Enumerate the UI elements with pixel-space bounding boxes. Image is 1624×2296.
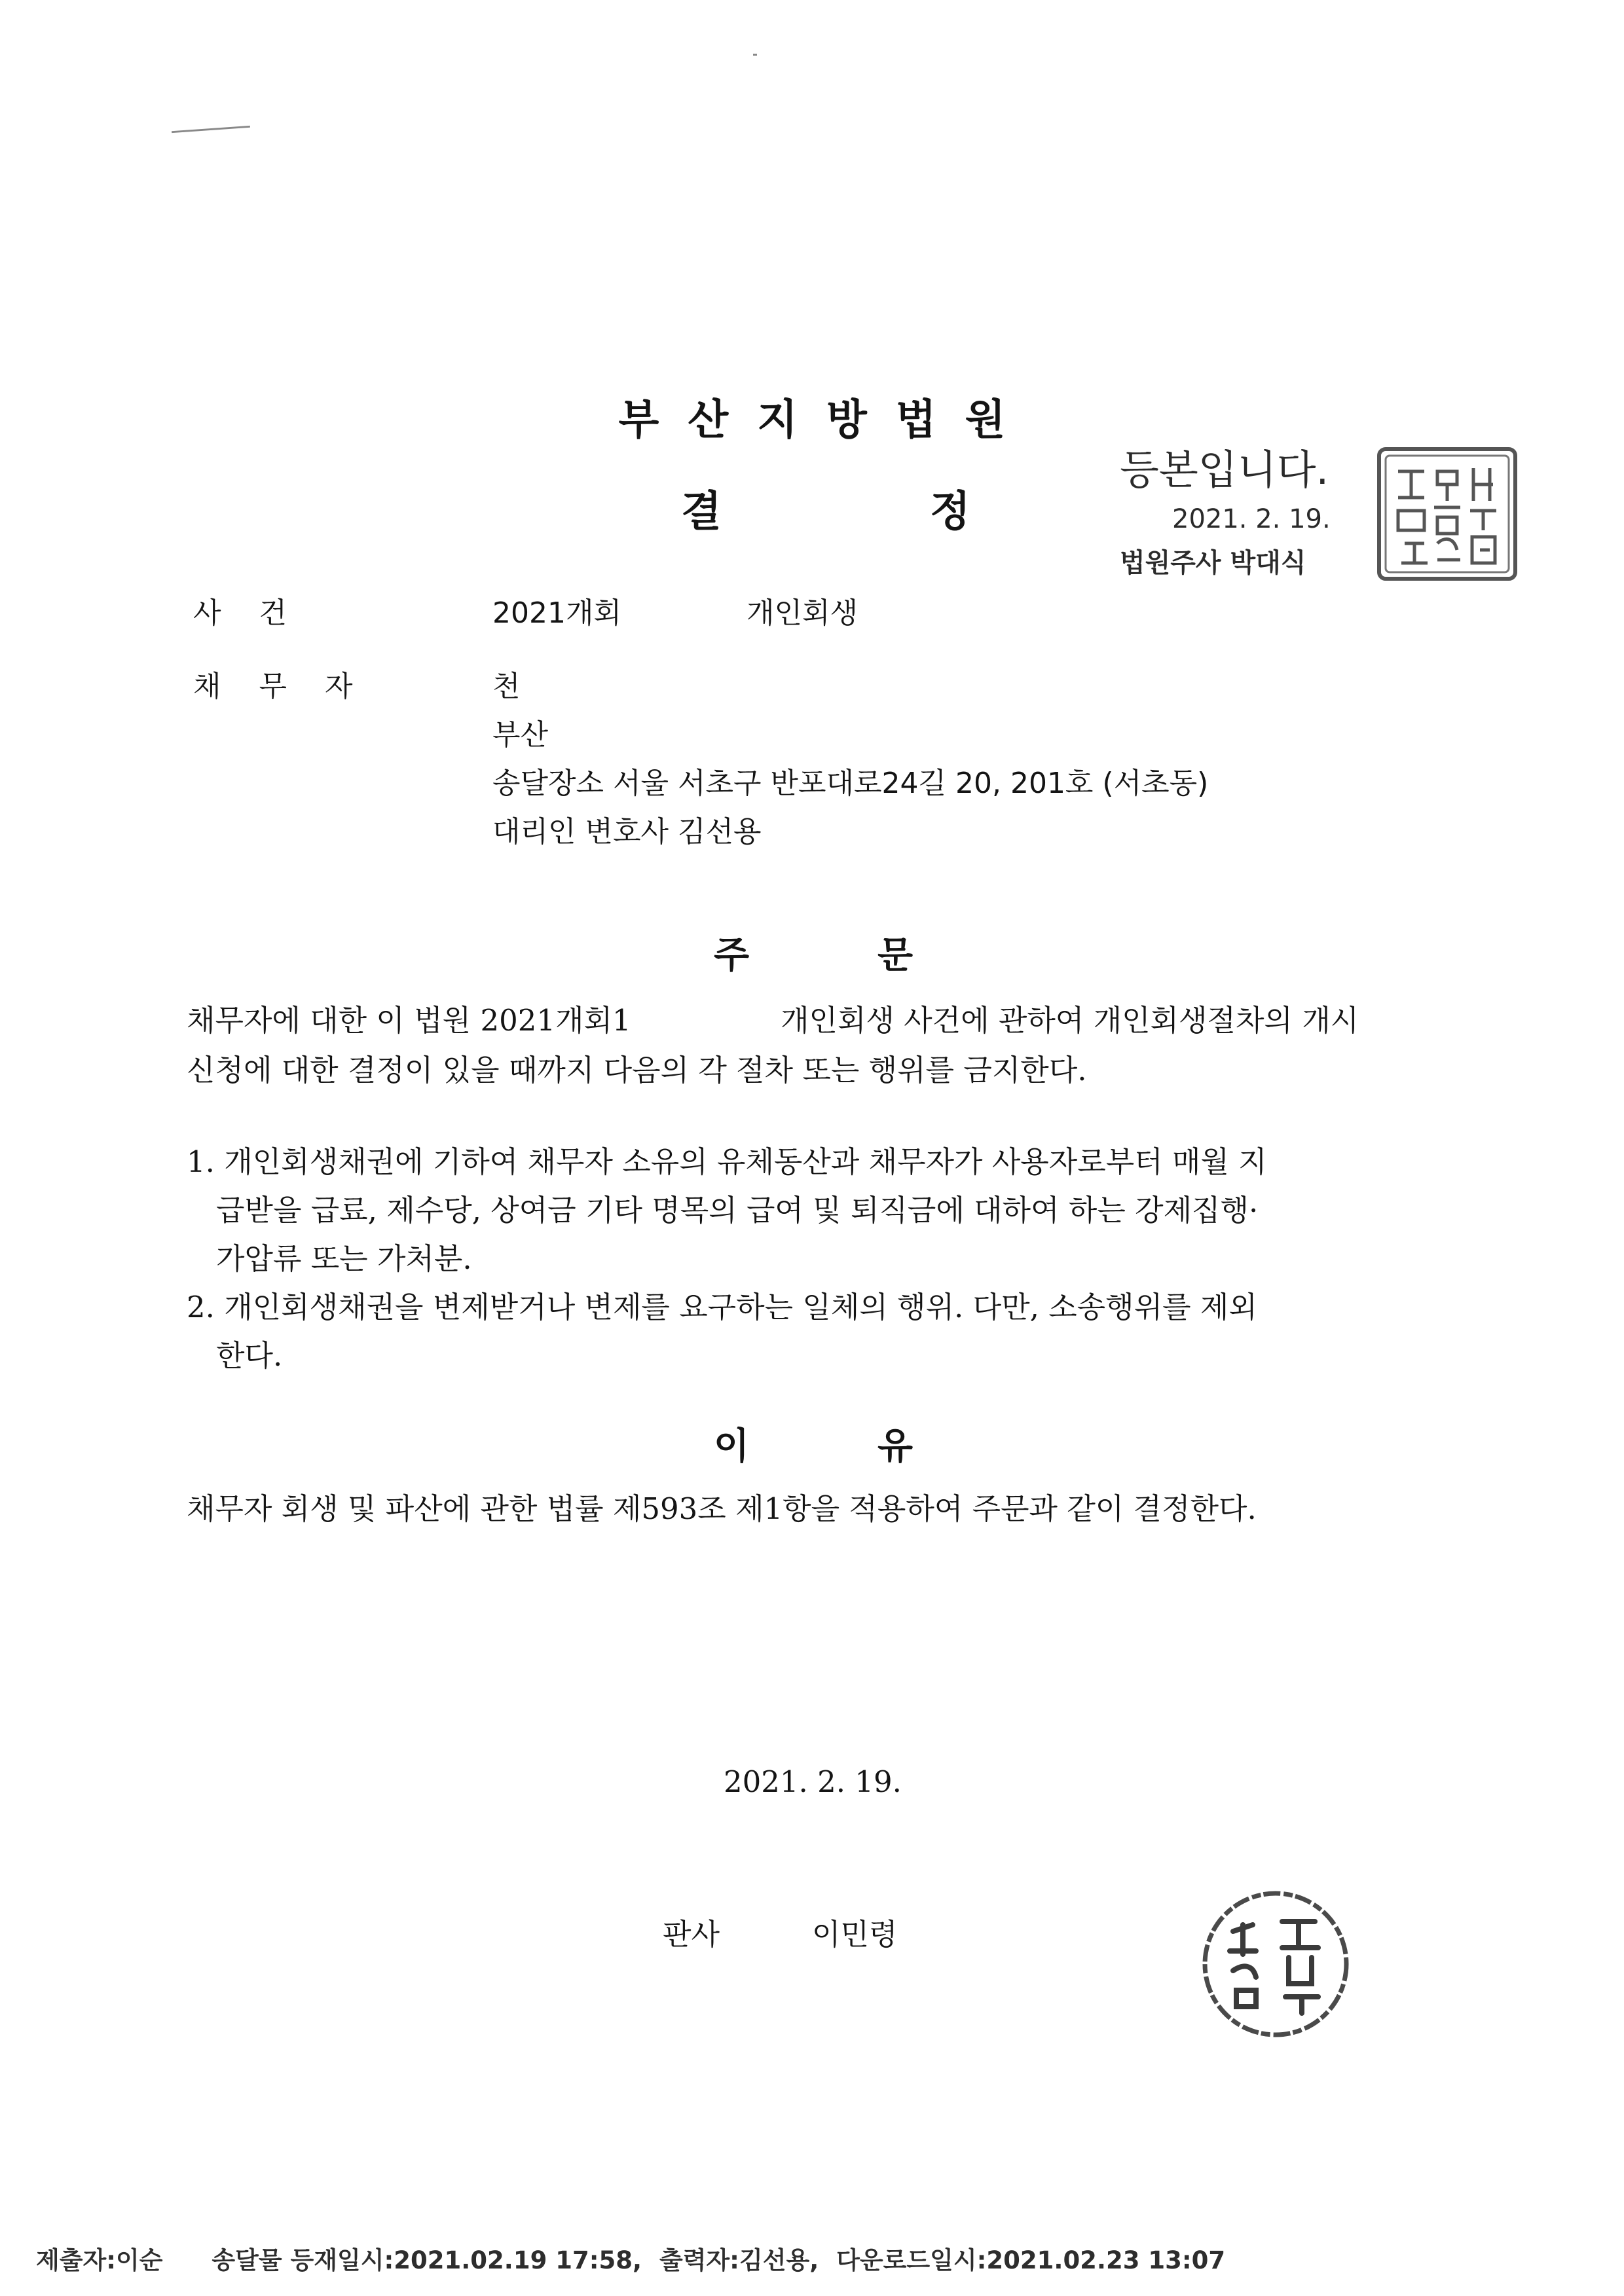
scan-speck [753, 54, 757, 56]
order-item1-line2: 급받을 급료, 제수당, 상여금 기타 명목의 급여 및 퇴직금에 대하여 하는 강제집행· [216, 1193, 1259, 1228]
footer-metadata [36, 2240, 1266, 2276]
case-label: 사건 [193, 596, 325, 630]
order-intro-line1a: 채무자에 대한 이 법원 2021개회1 [187, 1003, 631, 1038]
reason-text: 채무자 회생 및 파산에 관한 법률 제593조 제1항을 적용하여 주문과 같이 결정한다. [187, 1491, 1257, 1526]
footer-submitter: 제출자:이순 [36, 2246, 163, 2274]
decision-date: 2021. 2. 19. [724, 1764, 902, 1799]
footer-downloaded: 다운로드일시:2021.02.23 13:07 [836, 2246, 1226, 2274]
certified-copy-stamp: 등본입니다. [1120, 446, 1329, 494]
reason-heading-right: 유 [877, 1425, 913, 1468]
order-item2-line1: 2. 개인회생채권을 변제받거나 변제를 요구하는 일체의 행위. 다만, 소송행위를 제외 [187, 1290, 1257, 1324]
judge-name: 이민령 [812, 1917, 898, 1952]
case-number: 2021개회 [492, 596, 621, 630]
case-type: 개인회생 [747, 596, 858, 630]
scan-speck [172, 126, 250, 133]
debtor-label: 채무자 [193, 670, 391, 703]
order-item1-line3: 가압류 또는 가처분. [216, 1241, 472, 1276]
court-name: 부산지방법원 [618, 396, 1035, 445]
debtor-address: 부산 [492, 718, 549, 752]
footer-posted: 송달물 등재일시:2021.02.19 17:58, [212, 2246, 642, 2274]
document-title-left: 결 [681, 488, 722, 536]
court-clerk-seal [1375, 445, 1519, 583]
delivery-address: 송달장소 서울 서초구 반포대로24길 20, 201호 (서초동) [492, 767, 1209, 800]
document-title-right: 정 [930, 488, 970, 536]
judge-seal [1197, 1886, 1354, 2043]
certified-date: 2021. 2. 19. [1172, 504, 1331, 534]
footer-printer: 출력자:김선용, [659, 2246, 819, 2274]
debtor-name: 천 [492, 670, 521, 703]
reason-heading-left: 이 [714, 1425, 750, 1468]
order-item1-line1: 1. 개인회생채권에 기하여 채무자 소유의 유체동산과 채무자가 사용자로부터 매월 지 [187, 1144, 1267, 1179]
order-intro-line1b: 개인회생 사건에 관하여 개인회생절차의 개시 [781, 1003, 1359, 1038]
order-intro-line2: 신청에 대한 결정이 있을 때까지 다음의 각 절차 또는 행위를 금지한다. [187, 1053, 1087, 1087]
order-item2-line2: 한다. [216, 1338, 283, 1373]
debtor-agent: 대리인 변호사 김선용 [492, 815, 762, 848]
court-clerk: 법원주사 박대식 [1120, 548, 1306, 578]
order-heading-right: 문 [877, 934, 913, 977]
judge-label: 판사 [663, 1917, 720, 1952]
order-heading-left: 주 [714, 934, 750, 977]
